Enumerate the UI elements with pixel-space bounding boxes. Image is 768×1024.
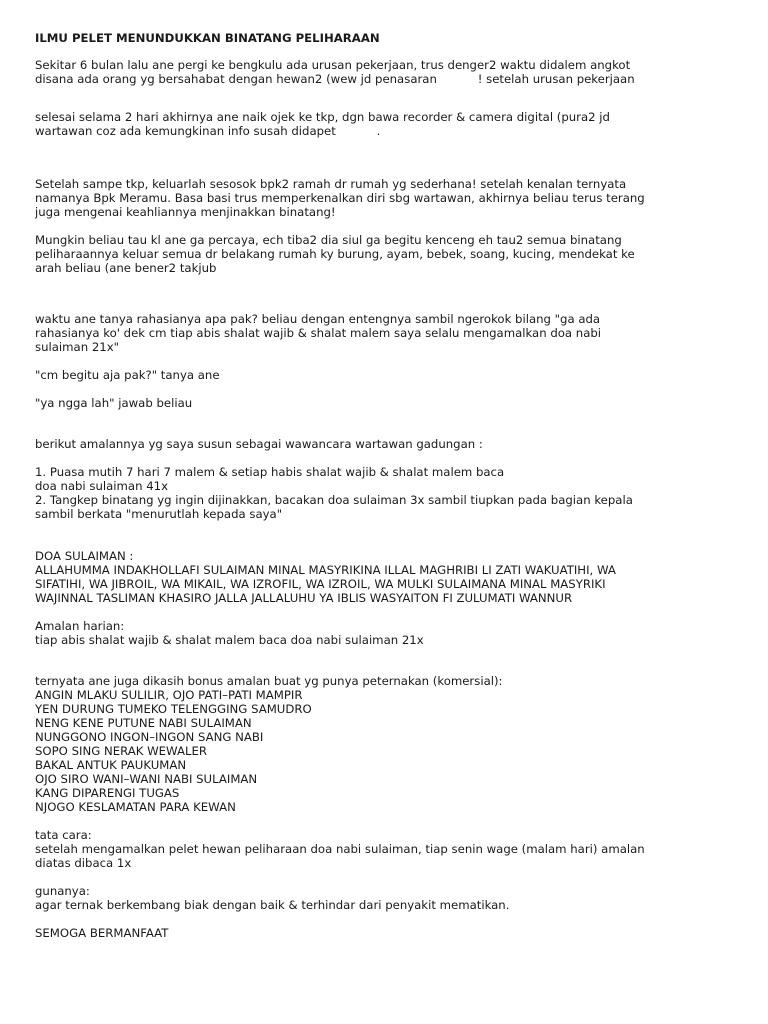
text-line: Sekitar 6 bulan lalu ane pergi ke bengkulu ada urusan pekerjaan, trus denger2 waktu didalem angkot bbox=[35, 58, 631, 72]
text-line: WAJINNAL TASLIMAN KHASIRO JALLA JALLALUHU YA IBLIS WASYAITON FI ZULUMATI WANNUR bbox=[35, 591, 573, 605]
text-line: ternyata ane juga dikasih bonus amalan buat yg punya peternakan (komersial): bbox=[35, 674, 503, 688]
text-line: selesai selama 2 hari akhirnya ane naik ojek ke tkp, dgn bawa recorder & camera digital (pura2 jd bbox=[35, 110, 610, 124]
text-line: "cm begitu aja pak?" tanya ane bbox=[35, 368, 220, 382]
text-line: Mungkin beliau tau kl ane ga percaya, ech tiba2 dia siul ga begitu kenceng eh tau2 semua binatang bbox=[35, 233, 622, 247]
text-line: agar ternak berkembang biak dengan baik & terhindar dari penyakit mematikan. bbox=[35, 898, 510, 912]
text-line: NENG KENE PUTUNE NABI SULAIMAN bbox=[35, 716, 252, 730]
text-line: doa nabi sulaiman 41x bbox=[35, 479, 169, 493]
text-line: berikut amalannya yg saya susun sebagai wawancara wartawan gadungan : bbox=[35, 437, 483, 451]
text-line: 2. Tangkep binatang yg ingin dijinakkan, bacakan doa sulaiman 3x sambil tiupkan pada bagian kepala bbox=[35, 493, 633, 507]
text-line: "ya ngga lah" jawab beliau bbox=[35, 396, 193, 410]
text-line: Amalan harian: bbox=[35, 619, 125, 633]
text-line: rahasianya ko' dek cm tiap abis shalat wajib & shalat malem saya selalu mengamalkan doa nabi bbox=[35, 326, 602, 340]
text-line: namanya Bpk Meramu. Basa basi trus memperkenalkan diri sbg wartawan, akhirnya beliau terus terang bbox=[35, 191, 645, 205]
text-line: BAKAL ANTUK PAUKUMAN bbox=[35, 758, 187, 772]
text-line: DOA SULAIMAN : bbox=[35, 549, 134, 563]
text-line: NJOGO KESLAMATAN PARA KEWAN bbox=[35, 800, 236, 814]
text-line: ANGIN MLAKU SULILIR, OJO PATI–PATI MAMPIR bbox=[35, 688, 303, 702]
text-line: SEMOGA BERMANFAAT bbox=[35, 926, 169, 940]
text-line: ALLAHUMMA INDAKHOLLAFI SULAIMAN MINAL MASYRIKINA ILLAL MAGHRIBI LI ZATI WAKUATIHI, WA bbox=[35, 563, 616, 577]
text-line: YEN DURUNG TUMEKO TELENGGING SAMUDRO bbox=[35, 702, 312, 716]
text-line: arah beliau (ane bener2 takjub bbox=[35, 261, 217, 275]
text-line: SIFATIHI, WA JIBROIL, WA MIKAIL, WA IZROFIL, WA IZROIL, WA MULKI SULAIMANA MINAL MASYRIKI bbox=[35, 577, 606, 591]
text-line: SOPO SING NERAK WEWALER bbox=[35, 744, 207, 758]
text-line: juga mengenai keahliannya menjinakkan binatang! bbox=[35, 205, 336, 219]
text-line: KANG DIPARENGI TUGAS bbox=[35, 786, 180, 800]
text-line: gunanya: bbox=[35, 884, 90, 898]
text-line: sambil berkata "menurutlah kepada saya" bbox=[35, 507, 283, 521]
text-line: OJO SIRO WANI–WANI NABI SULAIMAN bbox=[35, 772, 258, 786]
text-line: setelah mengamalkan pelet hewan peliharaan doa nabi sulaiman, tiap senin wage (malam hari) amalan bbox=[35, 842, 645, 856]
text-line: 1. Puasa mutih 7 hari 7 malem & setiap habis shalat wajib & shalat malem baca bbox=[35, 465, 505, 479]
text-line: tiap abis shalat wajib & shalat malem baca doa nabi sulaiman 21x bbox=[35, 633, 424, 647]
text-line: peliharaannya keluar semua dr belakang rumah ky burung, ayam, bebek, soang, kucing, mendekat ke bbox=[35, 247, 635, 261]
text-line: Setelah sampe tkp, keluarlah sesosok bpk2 ramah dr rumah yg sederhana! setelah kenalan ternyata bbox=[35, 177, 627, 191]
text-line: sulaiman 21x" bbox=[35, 340, 119, 354]
text-line: wartawan coz ada kemungkinan info susah didapet . bbox=[35, 124, 381, 138]
text-line: disana ada orang yg bersahabat dengan hewan2 (wew jd penasaran ! setelah urusan pekerjaan bbox=[35, 72, 635, 86]
text-line: tata cara: bbox=[35, 828, 92, 842]
text-line: diatas dibaca 1x bbox=[35, 856, 132, 870]
document-title: ILMU PELET MENUNDUKKAN BINATANG PELIHARAAN bbox=[35, 31, 380, 45]
text-line: NUNGGONO INGON–INGON SANG NABI bbox=[35, 730, 264, 744]
text-line: waktu ane tanya rahasianya apa pak? beliau dengan entengnya sambil ngerokok bilang "ga ada bbox=[35, 312, 601, 326]
